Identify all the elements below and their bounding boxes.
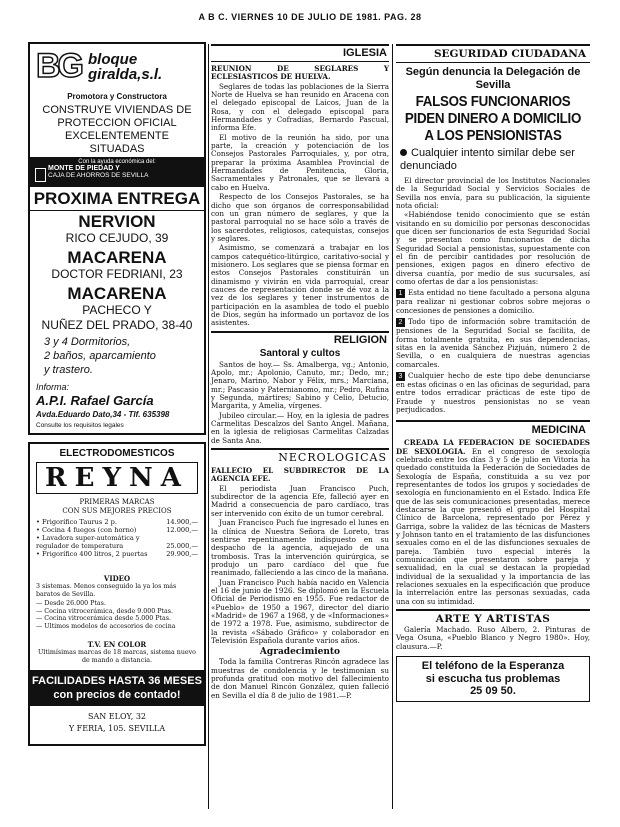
seguridad-para: El director provincial de los Institutos Nacionales de la Seguridad Social y Servicios Sociales de Sevilla nos envía, para su publicación, la siguiente nota oficial: [396,176,590,211]
agradecimiento-body [211,658,389,700]
bg-tagline: Promotora y Constructora [67,92,167,101]
agradecimiento-title: Agradecimiento [259,647,341,658]
reyna-addr1: SAN ELOY, 32 [87,712,147,721]
arte-body [396,626,590,651]
religion-para: Santos de hoy.— Ss. Amalberga, vg.; Antonio, Apolo, mr.; Apolonio, Canuto, mr.; Dedo, mr.; Jenaro, Marino, Nabor y Félix, mrs.; Marciana, mr.; Pascasio y Paternianomo, mr.; Pedro, Rufina y Segunda, mártires; Sabino y Celio, Detucio, Margarita, y Amelia, vírgenes. [211,359,389,411]
reyna-line2: CON SUS MEJORES PRECIOS [62,507,172,515]
section-iglesia: IGLESIA [211,44,389,62]
reyna-extra: — Cocina vitrocerámica desde 5.000 Ptas. [36,615,171,622]
number-badge: 1 [396,289,405,298]
reyna-extra: — Cocina vitrocerámica, desde 9.000 Ptas. [36,607,173,615]
bg-loc3-addr2: NUÑEZ DEL PRADO, 38-40 [41,318,193,332]
necro-lead: FALLECIO EL SUBDIRECTOR DE LA AGENCIA EFE. [211,466,389,484]
reyna-addr2: Y FERIA, 105. SEVILLA [68,724,166,733]
iglesia-lead: REUNION DE SEGLARES Y ECLESIASTICOS DE HUELVA. [211,64,389,82]
religion-title: Santoral y cultos [259,347,341,359]
bg-proxima-entrega: PROXIMA ENTREGA [30,189,204,211]
middle-column [211,44,389,809]
reyna-extra: — Desde 26.000 Ptas. [36,600,106,607]
necro-para: El periodista Juan Francisco Puch, subdirector de la agencia Efe, falleció ayer en Madrid a consecuencia de paro cardíaco, tras ser intervenido con éxito de un tumor cerebral. [211,483,389,518]
bg-financing-band [30,157,204,187]
reyna-price-list [36,518,198,558]
bg-api-note: Consulte los requisitos legales [36,422,124,429]
reyna-ad [28,442,206,746]
section-seguridad: SEGURIDAD CIUDADANA [396,44,590,63]
bg-headline: CONSTRUYE VIVIENDAS DE PROTECCION OFICIAL EXCELENTEMENTE SITUADAS [42,104,192,155]
medicina-body [396,439,590,606]
iglesia-para: El motivo de la reunión ha sido, por una parte, la creación y potenciación de los Consejos Pastorales Parroquiales, y, por otra, preparar la próxima Asamblea Provincial de Hermandades de Penitencia, Gloria, Sacramentales y Patronales, que se llevará a cabo en Huelva. [211,132,389,192]
reyna-item: • Frigorífico Taurus 2 p. 14.900,— [36,518,198,526]
iglesia-para: Asimismo, se comenzará a trabajar en los campos catequético-litúrgico, caritativo-social y misionero. Los seglares que se piensa formar en estos Consejos Pastorales constituirán un dinamismo y vivirán en vida parroquial, crear cauces de representación donde se dé voz a la vez de los seglares y tener instrumentos de participación en la asamblea de todo el pueblo de Dios, según ha informado un portavoz de los asistentes. [211,243,389,328]
bg-features-3: y trastero. [44,364,93,376]
reyna-line1: PRIMERAS MARCAS [79,498,155,506]
bloque-giralda-ad [28,42,206,435]
necrologicas-body [211,467,389,645]
medicina-para: CREADA LA FEDERACION DE SOCIEDADES DE SEXOLOGIA. En el congreso de sexología celebrado entre los días 3 y 5 de julio en Vitoria ha quedado constituida la Federación de Sociedades de Sexología de España, constituida a su vez por representantes de todos los grupos y sociedades de sexología en funcionamiento en el Estado. Indica Efe que de las seis comunicaciones presentadas, merece destacarse la que presentó el grupo del Hospital Clínico de Barcelona, representado por Pérez y Garriga, sobre la validez de las técnicas de Masters y Johnson tanto en el tratamiento de las disfunciones sexuales como en el de las disfunciones sexuales de pareja. También tuvo especial interés la comunicación que presentaron sobre pareja y sexualidad, en la cual se destacan la propiedad individual de la sexualidad y la importancia de las relaciones sexuales en la especificación que produce la interrelación entre las personas sexuadas, cada una con su intimidad. [396,438,591,606]
reyna-tv-title: T.V. EN COLOR [87,640,147,649]
bg-api-addr: Avda.Eduardo Dato,34 - Tlf. 635398 [36,410,170,419]
bg-bank-name-1: MONTE DE PIEDAD Y [48,165,120,172]
bg-informa: Informa: [36,382,70,392]
necro-para: Juan Francisco Puch había nacido en Valencia el 16 de junio de 1926. Se diplomó en la Escuela Oficial de Periodismo en 1955. Fue redactor de «Pueblo» de 1950 a 1967, director del diario «Madrid» de 1967 a 1968, y de «Informaciones» de 1972 a 1978. Fue, asimismo, subdirector de la revista «Sábado Gráfico» y colaborador en Televisión Española durante varios años. [211,577,389,645]
bg-bank-name-2: CAJA DE AHORROS DE SEVILLA [48,172,149,179]
religion-para: Jubileo circular.— Hoy, en la iglesia de padres Carmelitas Descalzos del Santo Angel. Mañana, en la iglesia de religiosas Carmelitas Calzadas de Santa Ana. [211,410,389,445]
bg-financing-label: Con la ayuda económica del: [78,159,156,165]
seguridad-numbered: 2 Todo tipo de información sobre tramitación de pensiones de la Seguridad Social se facilita, de forma totalmente gratuita, en sus dependencias, sitas en la avenida Sánchez Pizjuán, número 2 de Sevilla, o en cualquiera de nuestras agencias comarcales. [396,317,590,369]
seguridad-headline: FALSOS FUNCIONARIOS PIDEN DINERO A DOMICILIO A LOS PENSIONISTAS [404,94,582,144]
bg-loc1-title: NERVION [78,212,156,231]
agradecimiento-para: Toda la familia Contreras Rincón agradece las muestras de condolencia y le testimonian su profunda gratitud con motivo del fallecimiento de don Manuel Rincón González, quien falleció en Sevilla el día 8 de julio de 1981.—P. [211,657,389,700]
reyna-item: • Lavadora super-automática y regulador de temperatura 25.000,— [36,534,198,550]
bullet-icon [400,149,407,156]
esperanza-box [396,656,590,702]
section-religion: RELIGION [211,331,389,347]
seguridad-subhead: Cualquier intento similar debe ser denunciado [400,147,575,172]
religion-body [211,361,389,445]
esperanza-phone: 25 09 50. [470,685,516,698]
reyna-brand: REYNA [36,462,198,494]
seguridad-para: «Habiéndose tenido conocimiento que se están visitando en su domicilio por personas desconocidas que dicen ser funcionarios de esta Seguridad Social y se presentan como funcionarios de dicha Seguridad Social a pensionistas, supuestamente con el fin de percibir cantidades por resolución de pensiones, exigen pagos en dinero efectivo de diversa cuantía, por medio de sus sucursales, así como ofertas de dar a los pensionistas: [396,210,590,287]
reyna-extras [36,600,198,630]
bg-features-2: 2 baños, aparcamiento [44,350,156,362]
reyna-video-title: VIDEO [103,574,131,583]
reyna-banner: FACILIDADES HASTA 36 MESES con precios de contado! [30,670,204,706]
number-badge: 3 [396,372,405,381]
reyna-top: ELECTRODOMESTICOS [59,448,175,459]
esperanza-line2: si escucha tus problemas [425,672,561,685]
bank-emblem-icon [35,168,46,182]
column-divider [392,44,393,809]
arte-para: Galería Machado. Ruso Albero, 2. Pinturas de Vega Osuna, «Pueblo Blanco y Negro 1980». Hoy, clausura.—P. [396,625,590,651]
section-medicina: MEDICINA [396,420,590,437]
seguridad-numbered: 1 Esta entidad no tiene facultado a persona alguna para realizar ni gestionar cobros sobre mejoras o concesiones de pensiones a domicilio. [396,288,590,315]
column-divider [208,44,209,809]
reyna-tv-note: Ultimísimas marcas de 18 marcas, sistema nuevo de mando a distancia. [38,649,196,664]
section-arte: ARTE Y ARTISTAS [396,609,590,626]
bg-loc3-title: MACARENA [67,284,167,303]
seguridad-numbered: 3 Cualquier hecho de este tipo debe denunciarse en estas oficinas o en las oficinas de seguridad, para entre todos erradicar prácticas de este tipo de Fraude y nuestros pensionistas no se vean perjudicados. [396,370,590,414]
bg-loc2-addr: DOCTOR FEDRIANI, 23 [51,267,183,281]
section-necrologicas: NECROLOGICAS [211,448,389,465]
bg-logo [36,48,202,86]
reyna-item: • Cocina 4 fuegos (con horno) 12.000,— [36,526,198,534]
reyna-item: • Frigorífico 400 litros, 2 puertas 29.900,— [36,550,198,558]
bg-api-name: A.P.I. Rafael García [36,393,154,408]
bg-logo-mark: BG [36,47,81,85]
iglesia-body [211,65,389,328]
page-header: A B C. VIERNES 10 DE JULIO DE 1981. PAG. 28 [198,12,422,22]
reyna-extra: — Ultimos modelos de accesorios de cocina [36,622,176,630]
bg-logo-name: bloque giralda,s.l. [88,51,163,83]
necro-para: Juan Francisco Puch fue ingresado el lunes en la clínica de Nuestra Señora de Loreto, tras sentirse repentinamente indispuesto en su despacho de la agencia, aquejado de una trombosis. Tras la intervención quirúrgica, se produjo un paro cardíaco del que fue reanimado, falleciendo a las cinco de la mañana. [211,518,389,578]
iglesia-para: Respecto de los Consejos Pastorales, se ha dicho que son órganos de corresponsabilidad con un gran número de seglares, y que la pastoral parroquial no se hace sólo a través de los sacerdotes, religiosos, catequistas, consejos y seglares. [211,192,389,243]
bg-loc3-addr1: PACHECO Y [82,303,152,317]
bg-loc2-title: MACARENA [67,248,167,267]
bg-features-1: 3 y 4 Dormitorios, [44,336,131,348]
bg-loc1-addr: RICO CEJUDO, 39 [65,231,169,245]
number-badge: 2 [396,318,405,327]
reyna-video-note: 3 sistemas. Menos conseguido la ya los más baratos de Sevilla. [36,583,177,598]
right-column [396,44,590,809]
seguridad-body [396,177,590,414]
esperanza-line1: El teléfono de la Esperanza [421,660,565,673]
iglesia-para: Seglares de todas las poblaciones de la Sierra Norte de Huelva se han reunido en Aracena con el delegado episcopal de Laicos, Juan de la Rosa, y con el delegado episcopal para Hermandades y Cofradías, Bernardo Pascual, informa Efe. [211,81,389,133]
seguridad-kicker: Según denuncia la Delegación de Sevilla [405,66,581,91]
